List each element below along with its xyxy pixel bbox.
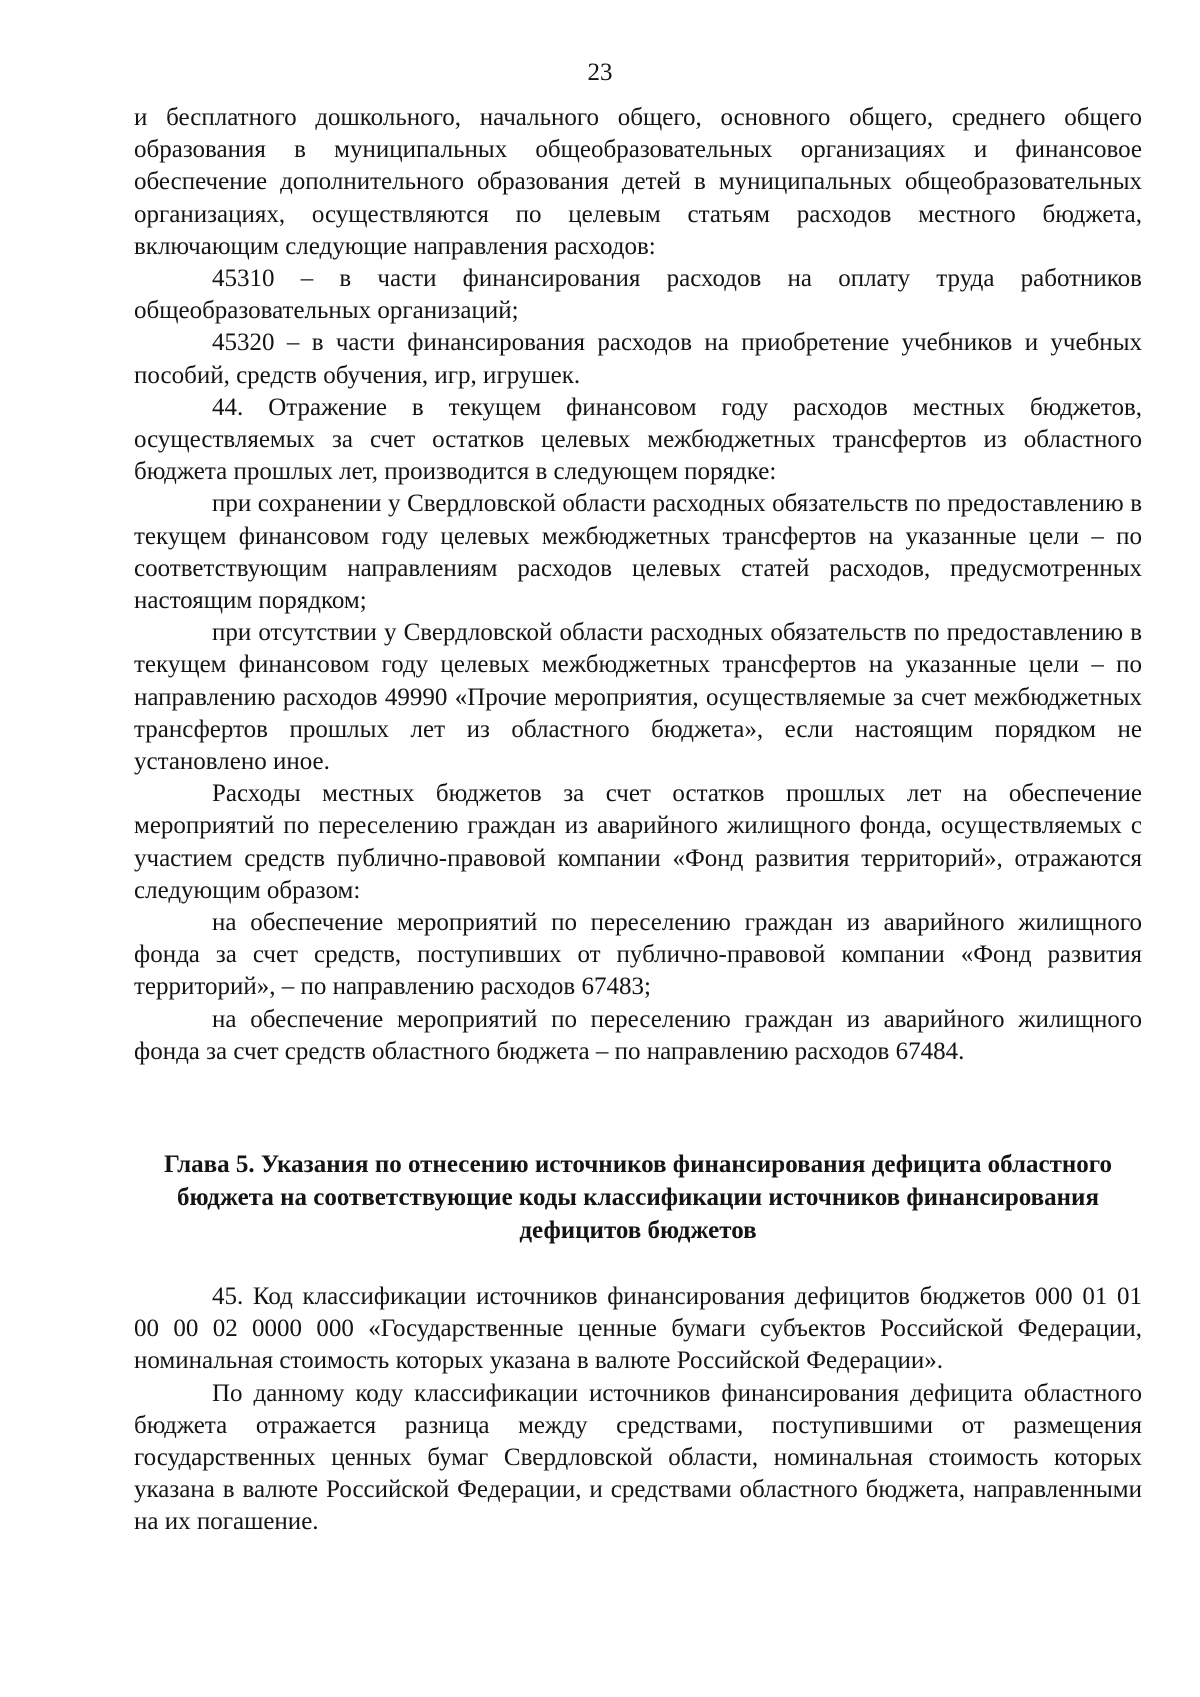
paragraph: на обеспечение мероприятий по переселению граждан из аварийного жилищного фонда за счет средств, поступивших от публично-правовой компании «Фонд развития территорий», – по направлению расходов 67483; <box>134 909 1142 1001</box>
paragraph: на обеспечение мероприятий по переселению граждан из аварийного жилищного фонда за счет средств областного бюджета – по направлению расходов 67484. <box>134 1005 1142 1065</box>
paragraph: 44. Отражение в текущем финансовом году расходов местных бюджетов, осуществляемых за счет остатков целевых межбюджетных трансфертов из областного бюджета прошлых лет, производится в следующем порядке: <box>134 393 1142 486</box>
paragraph: По данному коду классификации источников финансирования дефицита областного бюджета отражается разница между средствами, поступившими от размещения государственных ценных бумаг Свердловской области, номинальная стоимость которых указана в валюте Российской Федерации, и средствами областного бюджета, направленными на их погашение. <box>134 1379 1142 1536</box>
paragraph: и бесплатного дошкольного, начального общего, основного общего, среднего общего образования в муниципальных общеобразовательных организациях и финансовое обеспечение дополнительного образования детей в муниципальных общеобразовательных организациях, осуществляются по целевым статьям расходов местного бюджета, включающим следующие направления расходов: <box>134 104 1142 260</box>
body-text-top <box>134 102 1142 1068</box>
paragraph: при отсутствии у Свердловской области расходных обязательств по предоставлению в текущем финансовом году целевых межбюджетных трансфертов на указанные цели – по направлению расходов 49990 «Прочие мероприятия, осуществляемые за счет межбюджетных трансфертов прошлых лет из областного бюджета», если настоящим порядком не установлено иное. <box>134 619 1142 776</box>
chapter-heading: Глава 5. Указания по отнесению источников финансирования дефицита областного бюджета на соответствующие коды классификации источников финансирования дефицитов бюджетов <box>164 1151 1112 1244</box>
page-number: 23 <box>587 59 613 86</box>
paragraph: при сохранении у Свердловской области расходных обязательств по предоставлению в текущем финансовом году целевых межбюджетных трансфертов на указанные цели – по соответствующим направлениям расходов целевых статей расходов, предусмотренных настоящим порядком; <box>134 490 1142 615</box>
paragraph: 45. Код классификации источников финансирования дефицитов бюджетов 000 01 01 00 00 02 0000 000 «Государственные ценные бумаги субъектов Российской Федерации, номинальная стоимость которых указана в валюте Российской Федерации». <box>134 1283 1142 1375</box>
paragraph: 45310 – в части финансирования расходов на оплату труда работников общеобразовательных организаций; <box>134 265 1142 325</box>
paragraph: Расходы местных бюджетов за счет остатков прошлых лет на обеспечение мероприятий по переселению граждан из аварийного жилищного фонда, осуществляемых с участием средств публично-правовой компании «Фонд развития территорий», отражаются следующим образом: <box>134 780 1142 904</box>
body-text-bottom <box>134 1281 1142 1539</box>
paragraph: 45320 – в части финансирования расходов на приобретение учебников и учебных пособий, средств обучения, игр, игрушек. <box>134 329 1142 389</box>
